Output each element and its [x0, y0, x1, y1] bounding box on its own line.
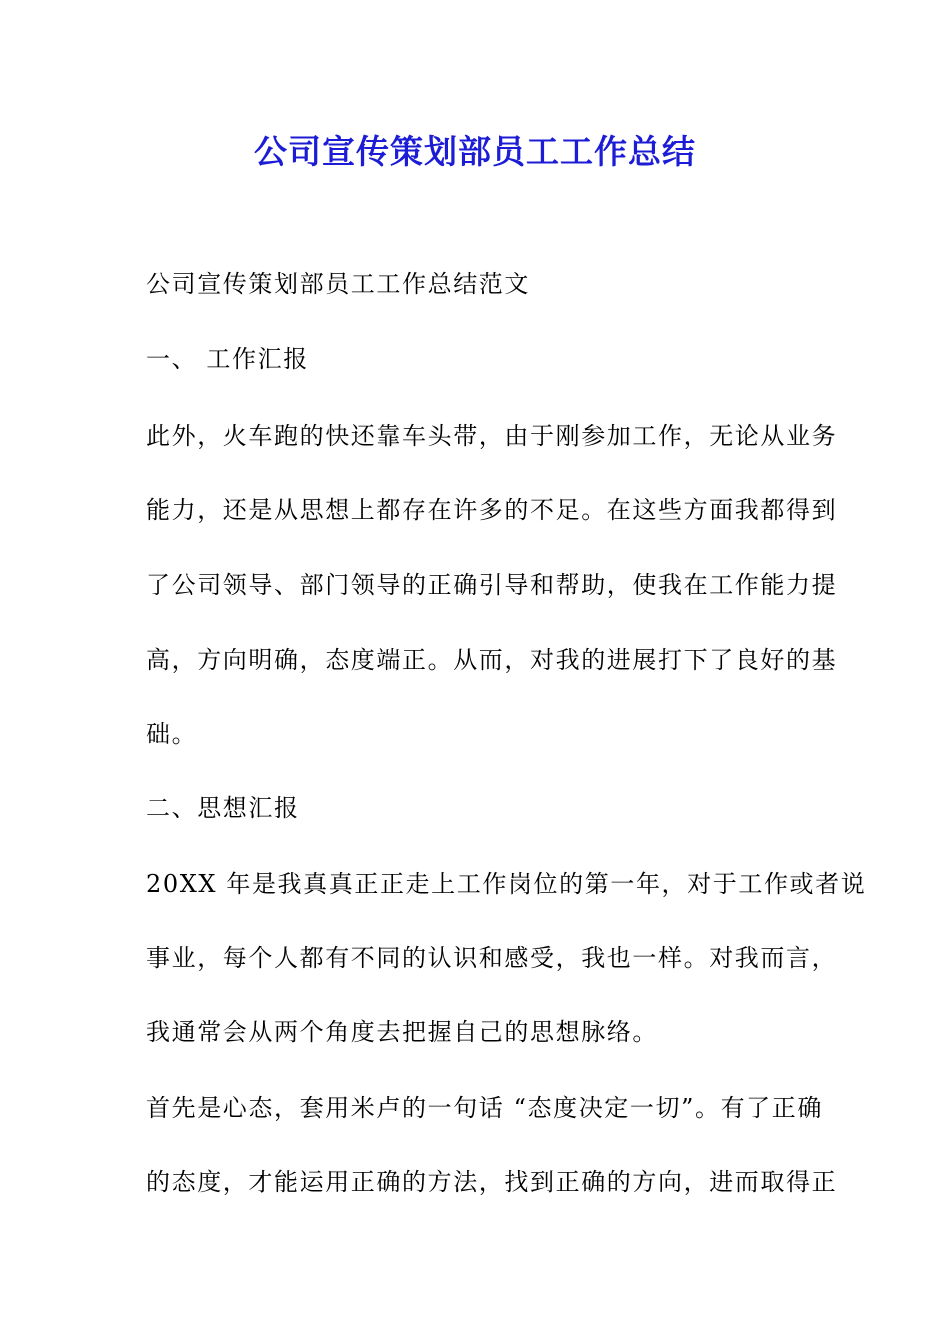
paragraph-line: 20XX 年是我真真正正走上工作岗位的第一年，对于工作或者说 — [146, 870, 867, 898]
section-heading-work-report: 一、 工作汇报 — [146, 345, 309, 373]
document-title: 公司宣传策划部员工工作总结 — [254, 132, 696, 171]
paragraph-line: 首先是心态，套用米卢的一句话 “态度决定一切”。有了正确 — [146, 1094, 823, 1122]
paragraph-line: 事业，每个人都有不同的认识和感受，我也一样。对我而言， — [146, 944, 838, 972]
paragraph-line: 能力，还是从思想上都存在许多的不足。在这些方面我都得到 — [146, 496, 838, 524]
paragraph-line: 础。 — [146, 720, 198, 748]
subtitle-line: 公司宣传策划部员工工作总结范文 — [146, 270, 530, 298]
paragraph-line: 了公司领导、部门领导的正确引导和帮助，使我在工作能力提 — [146, 571, 838, 599]
paragraph-line: 的态度，才能运用正确的方法，找到正确的方向，进而取得正 — [146, 1168, 838, 1196]
paragraph-line: 高，方向明确，态度端正。从而，对我的进展打下了良好的基 — [146, 646, 838, 674]
section-heading-thought-report: 二、思想汇报 — [146, 794, 300, 822]
paragraph-line: 此外，火车跑的快还靠车头带，由于刚参加工作，无论从业务 — [146, 422, 838, 450]
paragraph-line: 我通常会从两个角度去把握自己的思想脉络。 — [146, 1018, 658, 1046]
